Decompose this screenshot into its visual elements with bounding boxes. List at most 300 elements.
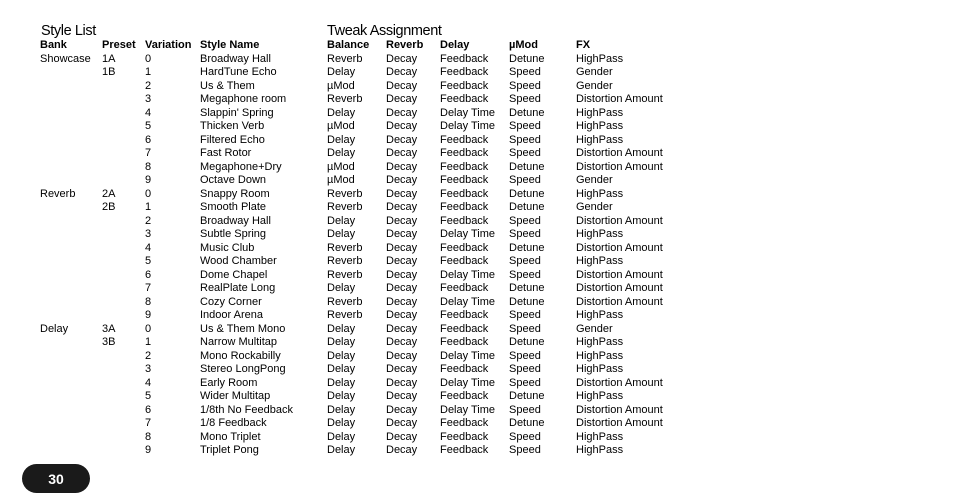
- cell-variation: 6: [145, 268, 152, 281]
- table-row: [40, 188, 686, 202]
- cell-preset: [102, 215, 145, 229]
- cell-variation: 1: [145, 201, 152, 213]
- tweak-assignment-title: Tweak Assignment: [327, 23, 442, 39]
- cell-preset: [102, 93, 145, 107]
- cell-style-name: 1/8th No Feedback: [200, 403, 293, 416]
- cell-reverb: Decay: [386, 93, 418, 105]
- cell-variation: 9: [145, 309, 152, 321]
- cell-style-name: Triplet Pong: [200, 444, 259, 456]
- cell-balance: Reverb: [327, 187, 363, 200]
- cell-bank: [40, 174, 102, 188]
- cell-bank: [40, 309, 102, 323]
- cell-delay: Delay Time: [440, 376, 496, 389]
- cell-balance: Delay: [327, 106, 356, 119]
- cell-delay: Feedback: [440, 255, 489, 267]
- cell-style-name: Slappin' Spring: [200, 106, 274, 119]
- cell-umod: Speed: [509, 66, 541, 78]
- table-row: [40, 323, 686, 337]
- cell-fx: Gender: [576, 201, 613, 213]
- cell-delay: Feedback: [440, 66, 489, 78]
- table-row: [40, 53, 686, 67]
- cell-umod: Speed: [509, 228, 541, 240]
- cell-bank: [40, 282, 102, 296]
- cell-bank: [40, 66, 102, 80]
- cell-bank: [40, 390, 102, 404]
- cell-balance: Delay: [327, 349, 356, 362]
- cell-reverb: Decay: [386, 430, 418, 443]
- cell-variation: 7: [145, 417, 152, 429]
- cell-preset: [102, 255, 145, 269]
- table-row: [40, 201, 686, 215]
- page-number-badge: 30: [22, 464, 90, 493]
- cell-umod: Speed: [509, 93, 541, 105]
- cell-umod: Speed: [509, 444, 541, 456]
- cell-balance: Reverb: [327, 241, 363, 254]
- cell-delay: Delay Time: [440, 120, 496, 132]
- cell-preset: [102, 363, 145, 377]
- cell-variation: 3: [145, 228, 152, 240]
- cell-reverb: Decay: [386, 403, 418, 416]
- cell-fx: HighPass: [576, 430, 624, 443]
- table-row: [40, 390, 686, 404]
- cell-style-name: Dome Chapel: [200, 268, 268, 281]
- cell-bank: [40, 161, 102, 175]
- cell-balance: µMod: [327, 120, 355, 132]
- cell-balance: Reverb: [327, 295, 363, 308]
- cell-umod: Detune: [509, 336, 545, 348]
- cell-delay: Feedback: [440, 444, 489, 456]
- table-row: [40, 174, 686, 188]
- cell-balance: Reverb: [327, 268, 363, 281]
- table-row: [40, 417, 686, 431]
- cell-bank: [40, 444, 102, 458]
- cell-balance: Reverb: [327, 255, 363, 267]
- cell-style-name: Cozy Corner: [200, 295, 262, 308]
- table-row: [40, 444, 686, 458]
- cell-balance: Delay: [327, 430, 356, 443]
- cell-delay: Feedback: [440, 336, 489, 348]
- cell-reverb: Decay: [386, 147, 418, 159]
- cell-umod: Speed: [509, 376, 541, 389]
- header-preset: Preset: [102, 39, 136, 51]
- cell-reverb: Decay: [386, 201, 418, 213]
- cell-fx: Distortion Amount: [576, 160, 663, 173]
- table-row: [40, 309, 686, 323]
- cell-style-name: Fast Rotor: [200, 147, 252, 159]
- cell-reverb: Decay: [386, 255, 418, 267]
- cell-fx: Distortion Amount: [576, 241, 663, 254]
- cell-delay: Feedback: [440, 79, 489, 92]
- cell-variation: 5: [145, 390, 152, 402]
- cell-fx: Distortion Amount: [576, 214, 663, 227]
- cell-reverb: Decay: [386, 349, 418, 362]
- cell-umod: Speed: [509, 79, 541, 92]
- cell-bank: [40, 107, 102, 121]
- cell-fx: HighPass: [576, 106, 624, 119]
- cell-preset: [102, 134, 145, 148]
- header-style-name: Style Name: [200, 39, 260, 51]
- cell-reverb: Decay: [386, 376, 418, 389]
- cell-fx: HighPass: [576, 336, 624, 348]
- cell-balance: Delay: [327, 403, 356, 416]
- cell-preset: [102, 444, 145, 458]
- cell-balance: Delay: [327, 336, 356, 348]
- cell-preset: [102, 242, 145, 256]
- cell-variation: 8: [145, 295, 152, 308]
- cell-umod: Speed: [509, 268, 541, 281]
- cell-balance: Delay: [327, 444, 356, 456]
- cell-variation: 5: [145, 255, 152, 267]
- cell-umod: Speed: [509, 214, 541, 227]
- cell-style-name: Indoor Arena: [200, 309, 263, 321]
- cell-fx: Gender: [576, 66, 613, 78]
- cell-variation: 4: [145, 106, 152, 119]
- cell-balance: Delay: [327, 66, 356, 78]
- cell-reverb: Decay: [386, 187, 418, 200]
- cell-preset: [102, 147, 145, 161]
- cell-reverb: Decay: [386, 336, 418, 348]
- cell-preset: [102, 120, 145, 134]
- cell-delay: Feedback: [440, 390, 489, 402]
- cell-fx: Distortion Amount: [576, 376, 663, 389]
- cell-delay: Feedback: [440, 322, 489, 335]
- table-row: [40, 404, 686, 418]
- cell-delay: Feedback: [440, 174, 489, 186]
- cell-style-name: Narrow Multitap: [200, 336, 278, 348]
- cell-reverb: Decay: [386, 106, 418, 119]
- cell-style-name: Early Room: [200, 376, 258, 389]
- cell-preset: [102, 390, 145, 404]
- cell-delay: Feedback: [440, 147, 489, 159]
- cell-umod: Speed: [509, 147, 541, 159]
- cell-delay: Delay Time: [440, 106, 496, 119]
- cell-delay: Delay Time: [440, 403, 496, 416]
- cell-reverb: Decay: [386, 268, 418, 281]
- table-row: [40, 363, 686, 377]
- cell-style-name: Filtered Echo: [200, 133, 265, 146]
- cell-umod: Speed: [509, 309, 541, 321]
- cell-style-name: Snappy Room: [200, 187, 270, 200]
- cell-variation: 1: [145, 336, 152, 348]
- cell-preset: [102, 431, 145, 445]
- cell-umod: Detune: [509, 282, 545, 294]
- cell-bank: [40, 228, 102, 242]
- cell-variation: 8: [145, 430, 152, 443]
- cell-fx: HighPass: [576, 255, 624, 267]
- cell-style-name: Us & Them Mono: [200, 322, 286, 335]
- cell-style-name: Broadway Hall: [200, 52, 271, 65]
- cell-reverb: Decay: [386, 309, 418, 321]
- cell-bank: [40, 242, 102, 256]
- cell-style-name: Thicken Verb: [200, 120, 265, 132]
- table-row: [40, 255, 686, 269]
- cell-preset: 1B: [102, 66, 116, 78]
- cell-fx: Distortion Amount: [576, 403, 663, 416]
- cell-reverb: Decay: [386, 444, 418, 456]
- cell-bank: [40, 350, 102, 364]
- cell-reverb: Decay: [386, 214, 418, 227]
- cell-bank: [40, 120, 102, 134]
- cell-variation: 2: [145, 79, 152, 92]
- table-row: [40, 242, 686, 256]
- cell-preset: [102, 80, 145, 94]
- cell-preset: 2B: [102, 201, 116, 213]
- table-body: [40, 53, 686, 458]
- table-row: [40, 93, 686, 107]
- cell-delay: Feedback: [440, 430, 489, 443]
- cell-reverb: Decay: [386, 52, 418, 65]
- header-reverb: Reverb: [386, 39, 424, 51]
- cell-style-name: Broadway Hall: [200, 214, 271, 227]
- cell-style-name: Megaphone+Dry: [200, 160, 282, 173]
- cell-umod: Speed: [509, 322, 541, 335]
- cell-fx: Distortion Amount: [576, 417, 663, 429]
- cell-variation: 5: [145, 120, 152, 132]
- cell-style-name: Subtle Spring: [200, 228, 267, 240]
- cell-style-name: 1/8 Feedback: [200, 417, 267, 429]
- cell-reverb: Decay: [386, 241, 418, 254]
- cell-bank: [40, 296, 102, 310]
- cell-preset: 1A: [102, 52, 116, 65]
- cell-preset: [102, 228, 145, 242]
- cell-style-name: Mono Rockabilly: [200, 349, 281, 362]
- cell-variation: 6: [145, 133, 152, 146]
- cell-variation: 3: [145, 93, 152, 105]
- cell-delay: Feedback: [440, 309, 489, 321]
- table-row: [40, 161, 686, 175]
- cell-style-name: Mono Triplet: [200, 430, 261, 443]
- cell-reverb: Decay: [386, 79, 418, 92]
- cell-variation: 7: [145, 147, 152, 159]
- cell-balance: Delay: [327, 214, 356, 227]
- table-row: [40, 377, 686, 391]
- cell-balance: µMod: [327, 79, 355, 92]
- header-bank: Bank: [40, 39, 67, 51]
- cell-fx: HighPass: [576, 187, 624, 200]
- cell-fx: Gender: [576, 322, 613, 335]
- cell-bank: [40, 80, 102, 94]
- cell-fx: Gender: [576, 174, 613, 186]
- table-row: [40, 296, 686, 310]
- cell-style-name: Us & Them: [200, 79, 255, 92]
- cell-delay: Feedback: [440, 93, 489, 105]
- cell-umod: Detune: [509, 295, 545, 308]
- cell-delay: Feedback: [440, 187, 489, 200]
- cell-delay: Feedback: [440, 160, 489, 173]
- cell-fx: HighPass: [576, 444, 624, 456]
- cell-style-name: Wood Chamber: [200, 255, 277, 267]
- table-row: [40, 350, 686, 364]
- cell-bank: [40, 363, 102, 377]
- cell-style-name: Wider Multitap: [200, 390, 271, 402]
- cell-umod: Speed: [509, 174, 541, 186]
- header-delay: Delay: [440, 39, 470, 51]
- cell-preset: 3B: [102, 336, 116, 348]
- cell-balance: Delay: [327, 133, 356, 146]
- cell-umod: Speed: [509, 363, 541, 375]
- cell-reverb: Decay: [386, 228, 418, 240]
- cell-preset: [102, 296, 145, 310]
- cell-variation: 3: [145, 363, 152, 375]
- cell-variation: 6: [145, 403, 152, 416]
- cell-fx: HighPass: [576, 52, 624, 65]
- cell-variation: 9: [145, 174, 152, 186]
- cell-balance: Reverb: [327, 52, 363, 65]
- cell-bank: Showcase: [40, 52, 91, 65]
- table-row: [40, 215, 686, 229]
- cell-bank: [40, 147, 102, 161]
- cell-preset: [102, 107, 145, 121]
- cell-reverb: Decay: [386, 120, 418, 132]
- cell-preset: 3A: [102, 322, 116, 335]
- cell-fx: Distortion Amount: [576, 268, 663, 281]
- cell-bank: [40, 404, 102, 418]
- cell-variation: 0: [145, 322, 152, 335]
- cell-umod: Detune: [509, 241, 545, 254]
- cell-umod: Speed: [509, 349, 541, 362]
- cell-umod: Detune: [509, 160, 545, 173]
- cell-preset: [102, 161, 145, 175]
- cell-preset: [102, 282, 145, 296]
- header-umod: µMod: [509, 39, 538, 51]
- cell-style-name: Stereo LongPong: [200, 363, 286, 375]
- cell-delay: Delay Time: [440, 228, 496, 240]
- cell-bank: [40, 431, 102, 445]
- table-row: [40, 147, 686, 161]
- cell-delay: Feedback: [440, 241, 489, 254]
- cell-balance: Delay: [327, 228, 356, 240]
- cell-variation: 9: [145, 444, 152, 456]
- cell-bank: Reverb: [40, 187, 76, 200]
- cell-reverb: Decay: [386, 174, 418, 186]
- cell-delay: Feedback: [440, 417, 489, 429]
- header-fx: FX: [576, 39, 591, 51]
- cell-variation: 0: [145, 52, 152, 65]
- table-row: [40, 228, 686, 242]
- cell-balance: Delay: [327, 363, 356, 375]
- cell-balance: Delay: [327, 417, 356, 429]
- cell-preset: [102, 404, 145, 418]
- cell-style-name: Megaphone room: [200, 93, 287, 105]
- table-row: [40, 80, 686, 94]
- cell-style-name: HardTune Echo: [200, 66, 277, 78]
- cell-umod: Speed: [509, 133, 541, 146]
- cell-bank: [40, 377, 102, 391]
- cell-balance: Reverb: [327, 201, 363, 213]
- cell-variation: 4: [145, 376, 152, 389]
- header-variation: Variation: [145, 39, 192, 51]
- cell-fx: HighPass: [576, 228, 624, 240]
- cell-bank: [40, 134, 102, 148]
- header-balance: Balance: [327, 39, 370, 51]
- cell-umod: Detune: [509, 201, 545, 213]
- cell-fx: Gender: [576, 79, 613, 92]
- cell-delay: Feedback: [440, 201, 489, 213]
- cell-variation: 7: [145, 282, 152, 294]
- cell-umod: Detune: [509, 52, 545, 65]
- cell-variation: 2: [145, 214, 152, 227]
- cell-balance: Delay: [327, 322, 356, 335]
- table-row: [40, 269, 686, 283]
- table-row: [40, 431, 686, 445]
- cell-preset: 2A: [102, 187, 116, 200]
- cell-preset: [102, 350, 145, 364]
- cell-preset: [102, 377, 145, 391]
- cell-balance: Delay: [327, 376, 356, 389]
- table-row: [40, 120, 686, 134]
- cell-preset: [102, 309, 145, 323]
- cell-umod: Speed: [509, 403, 541, 416]
- cell-umod: Speed: [509, 255, 541, 267]
- cell-bank: [40, 215, 102, 229]
- cell-delay: Delay Time: [440, 349, 496, 362]
- cell-variation: 2: [145, 349, 152, 362]
- cell-preset: [102, 269, 145, 283]
- cell-balance: Reverb: [327, 93, 363, 105]
- cell-fx: HighPass: [576, 309, 624, 321]
- cell-reverb: Decay: [386, 160, 418, 173]
- cell-delay: Feedback: [440, 282, 489, 294]
- cell-delay: Delay Time: [440, 295, 496, 308]
- cell-delay: Feedback: [440, 214, 489, 227]
- cell-fx: Distortion Amount: [576, 93, 663, 105]
- cell-delay: Feedback: [440, 363, 489, 375]
- cell-fx: Distortion Amount: [576, 147, 663, 159]
- cell-reverb: Decay: [386, 363, 418, 375]
- cell-balance: Delay: [327, 147, 356, 159]
- cell-fx: Distortion Amount: [576, 295, 663, 308]
- style-list-table: [40, 39, 686, 458]
- cell-reverb: Decay: [386, 322, 418, 335]
- cell-balance: µMod: [327, 174, 355, 186]
- cell-reverb: Decay: [386, 295, 418, 308]
- cell-umod: Detune: [509, 106, 545, 119]
- style-list-title: Style List: [41, 23, 96, 39]
- cell-style-name: Smooth Plate: [200, 201, 267, 213]
- cell-bank: [40, 269, 102, 283]
- cell-bank: [40, 417, 102, 431]
- table-header-row: [40, 39, 686, 53]
- cell-bank: [40, 93, 102, 107]
- table-row: [40, 336, 686, 350]
- table-row: [40, 134, 686, 148]
- cell-umod: Detune: [509, 187, 545, 200]
- table-row: [40, 66, 686, 80]
- cell-fx: HighPass: [576, 120, 624, 132]
- cell-bank: [40, 201, 102, 215]
- cell-fx: Distortion Amount: [576, 282, 663, 294]
- cell-umod: Detune: [509, 390, 545, 402]
- cell-variation: 8: [145, 160, 152, 173]
- cell-balance: Delay: [327, 390, 356, 402]
- cell-style-name: Music Club: [200, 241, 255, 254]
- table-row: [40, 107, 686, 121]
- cell-reverb: Decay: [386, 390, 418, 402]
- cell-variation: 1: [145, 66, 152, 78]
- cell-delay: Feedback: [440, 52, 489, 65]
- cell-reverb: Decay: [386, 282, 418, 294]
- cell-balance: Delay: [327, 282, 356, 294]
- cell-reverb: Decay: [386, 66, 418, 78]
- cell-bank: [40, 255, 102, 269]
- cell-reverb: Decay: [386, 417, 418, 429]
- cell-delay: Delay Time: [440, 268, 496, 281]
- cell-preset: [102, 417, 145, 431]
- cell-bank: Delay: [40, 322, 69, 335]
- cell-style-name: Octave Down: [200, 174, 267, 186]
- cell-bank: [40, 336, 102, 350]
- cell-balance: Reverb: [327, 309, 363, 321]
